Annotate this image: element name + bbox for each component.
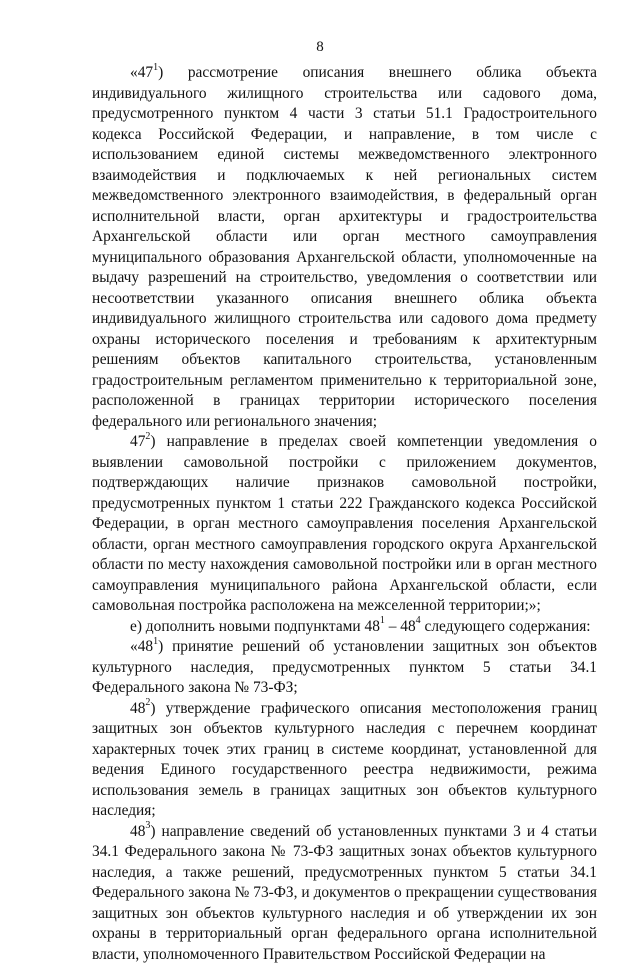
paragraph-text: ) направление в пределах своей компетенции уведомления о выявлении самовольной постройки с приложением документов, подтверждающих наличие признаков самовольной постройки, предусмотренных пунктом 1 статьи 222 Гражданского кодекса Российской Федерации, в орган местного самоуправления поселения Архангельской области, орган местного самоуправления городского округа Архангельской области по месту нахождения самовольной постройки или в орган местного самоуправления муниципального района Архангельской области, если самовольная постройка расположена на межселенной территории;»; <box>92 433 597 614</box>
paragraph-48-1 <box>92 637 597 699</box>
paragraph-prefix: е) дополнить новыми подпунктами 48 <box>130 618 380 635</box>
superscript: 1 <box>153 636 158 647</box>
paragraph-48-3 <box>92 822 597 965</box>
paragraph-text: ) направление сведений об установленных пунктами 3 и 4 статьи 34.1 Федерального закона № 73-ФЗ защитных зонах объектов культурного наследия, а также решений, предусмотренных пунктом 5 статьи 34.1 Федерального закона № 73-ФЗ, и документов о прекращении существования защитных зон объектов культурного наследия и об утверждении их зон охраны в территориальный орган федерального органа исполнительной власти, уполномоченного Правительством Российской Федерации на <box>92 823 597 963</box>
document-body <box>92 63 597 965</box>
paragraph-prefix: 47 <box>130 433 145 450</box>
superscript: 3 <box>145 820 150 831</box>
paragraph-prefix: «47 <box>130 64 153 81</box>
superscript: 1 <box>380 615 385 626</box>
paragraph-prefix: 48 <box>130 700 145 717</box>
paragraph-47-1 <box>92 63 597 432</box>
paragraph-prefix: 48 <box>130 823 145 840</box>
paragraph-text: ) утверждение графического описания местоположения границ защитных зон объектов культурного наследия с перечнем координат характерных точек этих границ в системе координат, установленной для ведения Единого государственного реестра недвижимости, режима использования земель в границах защитных зон объектов культурного наследия; <box>92 700 597 820</box>
paragraph-prefix: «48 <box>130 638 153 655</box>
superscript: 2 <box>145 431 150 442</box>
paragraph-text: ) рассмотрение описания внешнего облика объекта индивидуального жилищного строительства или садового дома, предусмотренного пунктом 4 части 3 статьи 51.1 Градостроительного кодекса Российской Федерации, и направление, в том числе с использованием единой системы межведомственного электронного взаимодействия и подключаемых к ней региональных систем межведомственного электронного взаимодействия, в федеральный орган исполнительной власти, орган архитектуры и градостроительства Архангельской области или орган местного самоуправления муниципального образования Архангельской области, уполномоченные на выдачу разрешений на строительство, уведомления о соответствии или несоответствии указанного описания внешнего облика объекта индивидуального жилищного строительства или садового дома предмету охраны исторического поселения и требованиям к архитектурным решениям объектов капитального строительства, установленным градостроительным регламентом применительно к территориальной зоне, расположенной в границах территории исторического поселения федерального или регионального значения; <box>92 64 597 430</box>
paragraph-text: ) принятие решений об установлении защитных зон объектов культурного наследия, предусмотренных пунктом 5 статьи 34.1 Федерального закона № 73-ФЗ; <box>92 638 597 696</box>
paragraph-text: следующего содержания: <box>421 618 591 635</box>
superscript: 4 <box>416 615 421 626</box>
paragraph-e <box>92 617 597 638</box>
superscript: 1 <box>153 62 158 73</box>
superscript: 2 <box>145 697 150 708</box>
paragraph-48-2 <box>92 699 597 822</box>
paragraph-mid: – 48 <box>385 618 416 635</box>
paragraph-47-2 <box>92 432 597 617</box>
page-number: 8 <box>0 38 640 56</box>
